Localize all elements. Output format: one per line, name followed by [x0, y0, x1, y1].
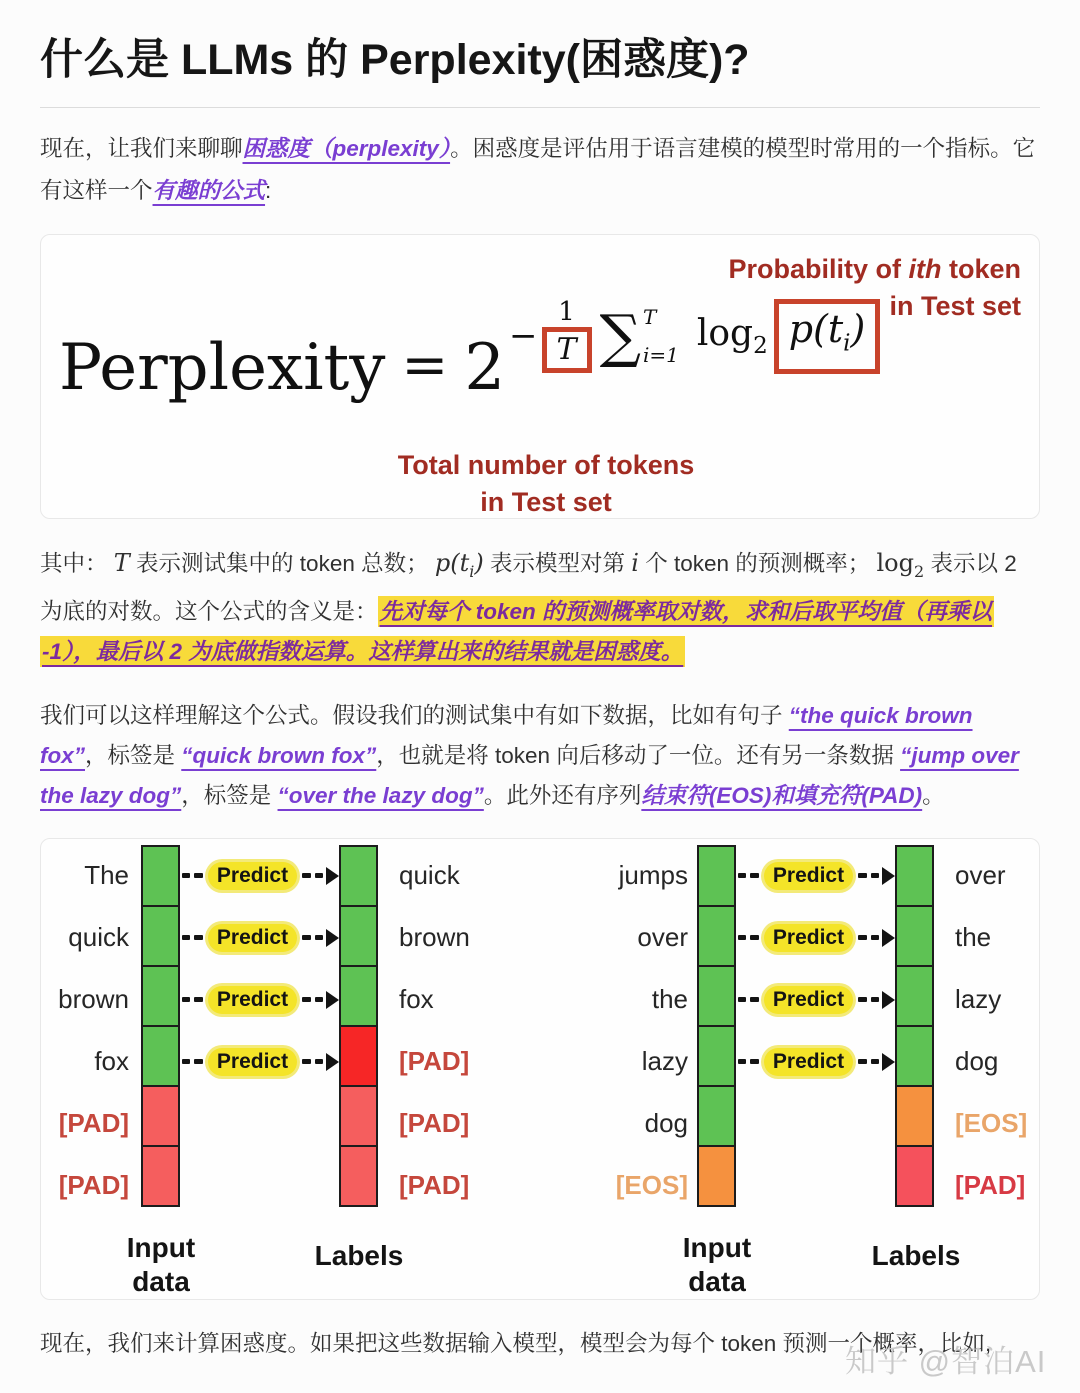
dash — [194, 935, 202, 940]
explain-text-4: 个 token 的预测概率； — [638, 551, 871, 576]
token-label: over — [955, 860, 1006, 891]
label-cell — [339, 1145, 378, 1207]
input-cell — [697, 1025, 736, 1087]
input-cell — [141, 965, 180, 1027]
explain-text-1: 其中： — [40, 551, 108, 576]
dash — [738, 873, 746, 878]
label-cell — [339, 965, 378, 1027]
right-label-words — [955, 845, 1080, 1217]
token-label: [PAD] — [399, 1108, 470, 1139]
label-cell — [895, 1025, 934, 1087]
right-input-words — [596, 845, 688, 1217]
label-cell — [895, 905, 934, 967]
explain-paragraph — [40, 543, 1042, 672]
formula-link[interactable]: 有趣的公式 — [152, 178, 266, 203]
token-prediction-diagram — [40, 838, 1040, 1300]
log-subscript: 2 — [753, 333, 768, 360]
title-divider — [40, 107, 1040, 108]
example-text-5: 。此外还有序列 — [483, 782, 642, 808]
dash — [182, 873, 190, 878]
highlighted-explanation: 先对每个 token 的预测概率取对数，求和后取平均值（再乘以 -1），最后以 2 为底做指数运算。这样算出来的结果就是困惑度。 — [40, 596, 994, 667]
label-cell — [339, 1025, 378, 1087]
token-label: lazy — [641, 1046, 688, 1077]
left-labels-caption: Labels — [314, 1239, 404, 1271]
example-text-1: 我们可以这样理解这个公式。假设我们的测试集中有如下数据，比如有句子 — [40, 702, 789, 728]
closing-paragraph: 现在，我们来计算困惑度。如果把这些数据输入模型，模型会为每个 token 预测一个概率，比如, — [40, 1330, 992, 1356]
input-cell — [697, 845, 736, 907]
dash — [858, 873, 866, 878]
arrow-head-icon — [326, 867, 339, 885]
label-cell — [895, 845, 934, 907]
input-cell — [141, 845, 180, 907]
label-cell — [895, 1145, 934, 1207]
dash — [194, 873, 202, 878]
left-labels-column — [339, 845, 378, 1207]
arrow-head-icon — [326, 929, 339, 947]
dash — [750, 1059, 758, 1064]
perplexity-link[interactable]: 困惑度（perplexity） — [242, 136, 451, 161]
equals-sign: = — [401, 332, 449, 398]
token-label: The — [84, 860, 129, 891]
summation-upper: T — [642, 305, 657, 330]
left-input-caption — [96, 1231, 226, 1299]
label-cell — [339, 1085, 378, 1147]
token-label: brown — [58, 984, 129, 1015]
dash — [315, 873, 323, 878]
math-log2 — [876, 549, 925, 581]
annotation-total-line2: in Test set — [480, 487, 612, 517]
predict-pill: Predict — [764, 986, 853, 1014]
input-cell — [141, 1025, 180, 1087]
predict-pill: Predict — [764, 1048, 853, 1076]
intro-paragraph — [40, 128, 1040, 212]
dash — [750, 873, 758, 878]
p-open: p(t — [788, 307, 844, 351]
token-label: [PAD] — [955, 1170, 1026, 1201]
dash — [871, 1059, 879, 1064]
dash — [182, 997, 190, 1002]
eos-pad-link[interactable]: 结束符(EOS)和填充符(PAD) — [641, 782, 923, 808]
example-text-2: ，标签是 — [85, 742, 182, 768]
token-label: fox — [399, 984, 434, 1015]
sentence2-link[interactable]: “jump over the lazy dog” — [40, 742, 1019, 808]
token-label: lazy — [955, 984, 1002, 1015]
zhihu-watermark: 知乎 @智泊AI — [845, 1344, 1047, 1379]
intro-text-3: : — [265, 178, 272, 203]
minus-sign: − — [509, 316, 538, 357]
left-label-words — [399, 845, 529, 1217]
token-label: the — [955, 922, 992, 953]
log2-term — [697, 313, 768, 359]
explain-text-3: 表示模型对第 — [483, 551, 632, 576]
annotation-total-tokens — [371, 447, 721, 521]
arrow-head-icon — [882, 929, 895, 947]
predict-pill: Predict — [208, 862, 297, 890]
dash — [750, 935, 758, 940]
label2-link[interactable]: “over the lazy dog” — [277, 782, 484, 808]
token-label: over — [637, 922, 688, 953]
token-label: fox — [94, 1046, 129, 1077]
arrow-head-icon — [326, 1053, 339, 1071]
dash — [738, 997, 746, 1002]
example-text-4: ，标签是 — [181, 782, 278, 808]
math-log-sub: 2 — [914, 561, 925, 581]
arrow-head-icon — [882, 991, 895, 1009]
input-cell — [697, 965, 736, 1027]
right-input-caption — [652, 1231, 782, 1299]
token-label: quick — [399, 860, 460, 891]
perplexity-formula — [59, 297, 880, 406]
example-text-3: ，也就是将 token 向后移动了一位。还有另一条数据 — [376, 742, 901, 768]
sigma-symbol: ∑ — [599, 302, 641, 371]
right-labels-column — [895, 845, 934, 1207]
formula-exponent — [509, 299, 880, 374]
log-text: log — [696, 313, 754, 355]
annotation-probability-post: token — [941, 254, 1021, 284]
example-paragraph — [40, 696, 1042, 816]
sentence1-link[interactable]: “the quick brown fox” — [40, 702, 973, 768]
label1-link[interactable]: “quick brown fox” — [181, 742, 377, 768]
input-cell — [141, 1085, 180, 1147]
dash — [315, 997, 323, 1002]
formula-lhs: Perplexity — [59, 331, 386, 406]
dash — [302, 1059, 310, 1064]
dash — [315, 1059, 323, 1064]
input-cell — [697, 1145, 736, 1207]
formula-figure — [40, 234, 1040, 519]
fraction-numerator: 1 — [558, 297, 575, 328]
arrow-head-icon — [882, 1053, 895, 1071]
predict-pill: Predict — [764, 862, 853, 890]
predict-pill: Predict — [208, 986, 297, 1014]
token-label: the — [651, 984, 688, 1015]
annotation-total-line1: Total number of tokens — [397, 450, 695, 480]
right-input-column — [697, 845, 736, 1207]
dash — [871, 935, 879, 940]
math-p-sub: i — [469, 561, 475, 581]
explain-text-5: 表示以 2 为底的对数。这个公式的含义是： — [40, 551, 1017, 624]
input-cell — [141, 1145, 180, 1207]
label-cell — [895, 965, 934, 1027]
math-p-close: ) — [474, 549, 484, 577]
math-p-open: p(t — [434, 549, 470, 577]
caption-input-line2: data — [132, 1265, 190, 1297]
dash — [738, 1059, 746, 1064]
dash — [302, 935, 310, 940]
token-label: dog — [644, 1108, 688, 1139]
p-close: ) — [850, 307, 866, 351]
dash — [858, 1059, 866, 1064]
token-label: [PAD] — [58, 1108, 129, 1139]
token-label: dog — [955, 1046, 999, 1077]
token-label: [PAD] — [399, 1046, 470, 1077]
token-label: jumps — [618, 860, 688, 891]
intro-text-1: 现在，让我们来聊聊 — [40, 136, 243, 161]
dash — [871, 997, 879, 1002]
input-cell — [697, 905, 736, 967]
T-highlight-box: T — [542, 327, 592, 373]
dash — [858, 997, 866, 1002]
math-i: i — [631, 549, 639, 577]
page-title: 什么是 LLMs 的 Perplexity(困惑度)? — [40, 36, 750, 84]
token-label: [EOS] — [615, 1170, 688, 1201]
label-cell — [339, 845, 378, 907]
math-T: T — [113, 549, 130, 577]
math-p-ti — [434, 549, 484, 581]
right-labels-caption: Labels — [871, 1239, 961, 1271]
left-predict-column — [180, 845, 339, 1217]
right-predict-column — [736, 845, 895, 1217]
predict-pill: Predict — [208, 924, 297, 952]
token-label: brown — [399, 922, 470, 953]
dash — [858, 935, 866, 940]
dash — [182, 1059, 190, 1064]
p-subscript: i — [843, 330, 851, 357]
arrow-head-icon — [882, 867, 895, 885]
example-text-6: 。 — [922, 782, 945, 808]
token-label: quick — [68, 922, 129, 953]
token-label: [PAD] — [399, 1170, 470, 1201]
token-label: [PAD] — [58, 1170, 129, 1201]
one-over-T-fraction — [542, 299, 592, 373]
dash — [302, 997, 310, 1002]
input-cell — [697, 1085, 736, 1147]
token-label: [EOS] — [955, 1108, 1028, 1139]
formula-base: 2 — [464, 331, 506, 406]
left-input-words — [41, 845, 129, 1217]
annotation-probability-pre: Probability of — [728, 254, 909, 284]
summation — [599, 302, 679, 371]
dash — [194, 997, 202, 1002]
explain-text-2: 表示测试集中的 token 总数； — [129, 551, 429, 576]
dash — [302, 873, 310, 878]
annotation-probability-ith: ith — [908, 254, 942, 284]
dash — [750, 997, 758, 1002]
dash — [315, 935, 323, 940]
intro-text-2: 。困惑度是评估用于语言建模的模型时常用的一个指标。它有这样一个 — [40, 136, 1036, 203]
caption-input-line1: Input — [126, 1231, 196, 1263]
predict-pill: Predict — [208, 1048, 297, 1076]
arrow-head-icon — [326, 991, 339, 1009]
caption-input-line2: data — [688, 1265, 746, 1297]
annotation-probability-line2: in Test set — [889, 291, 1021, 321]
left-input-column — [141, 845, 180, 1207]
summation-lower: i=1 — [642, 343, 679, 368]
p-ti-highlight-box — [774, 299, 881, 374]
input-cell — [141, 905, 180, 967]
label-cell — [895, 1085, 934, 1147]
dash — [182, 935, 190, 940]
label-cell — [339, 905, 378, 967]
predict-pill: Predict — [764, 924, 853, 952]
caption-input-line1: Input — [682, 1231, 752, 1263]
dash — [738, 935, 746, 940]
dash — [194, 1059, 202, 1064]
summation-limits — [643, 305, 679, 367]
dash — [871, 873, 879, 878]
math-log-text: log — [876, 549, 914, 577]
